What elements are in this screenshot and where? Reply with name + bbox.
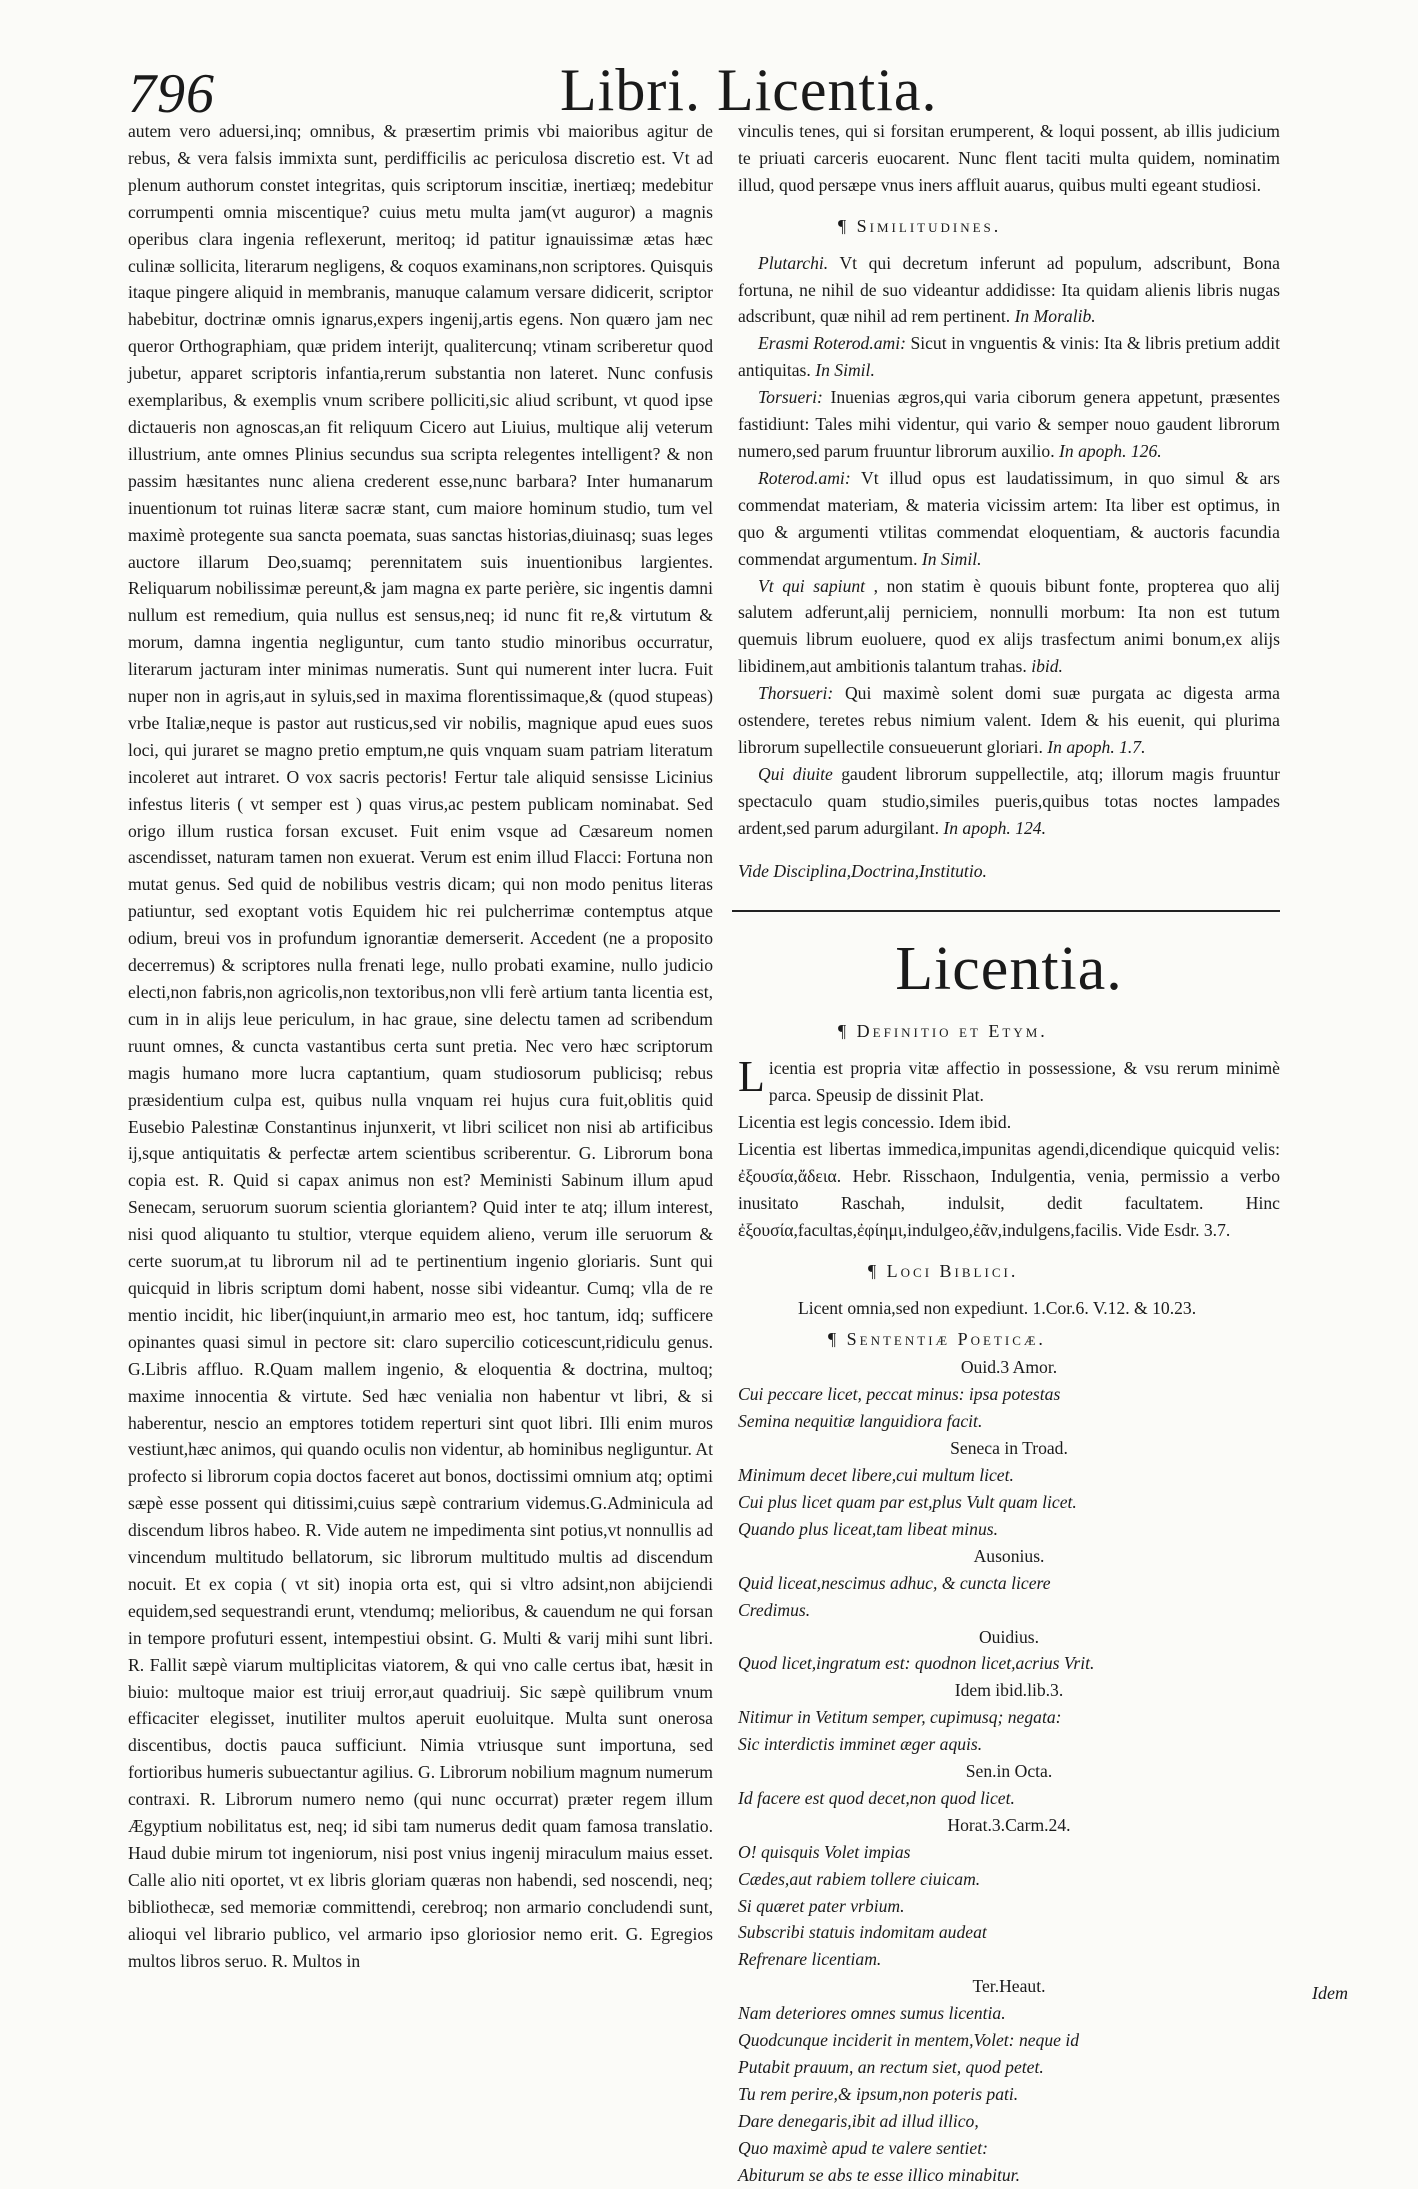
similitude-source: Erasmi Roterod.ami: xyxy=(758,333,906,354)
similitude-text: , non statim è quouis bibunt fonte, propterea quo alij salutem adferunt,alij perniciem, nonnulli morbum: Ita non est tutum quemuis librum euoluere, quod ex alijs trasfectum animi bonum,ex alijs libidinem,aut ambitionis talantum trahas. xyxy=(738,575,1280,677)
catchword: Idem xyxy=(1312,1983,1348,2003)
definitio-heading: ¶ Definitio et Etym. xyxy=(838,1021,1048,1042)
similitude-text: Sicut in vnguentis & vinis: Ita & libris pretium addit antiquitas. xyxy=(738,333,1280,381)
poem-verse-line: Nitimur in Vetitum semper, cupimusq; negata: xyxy=(738,1707,1062,1728)
poem-verse-line: Minimum decet libere,cui multum licet. xyxy=(738,1465,1014,1486)
similitude-text: Inuenias ægros,qui varia ciborum genera appetunt, præsentes fastidiunt: Tales mihi videntur, qui vario & semper nouo gaudent librorum numero,sed parum fruuntur librorum auxilio. xyxy=(738,387,1280,461)
similitude-text: Vt qui decretum inferunt ad populum, adscribunt, Bona fortuna, ne nihil de suo videantur addidisse: Ita quidam alienis libris nugas adscribunt, quæ nihil ad rem pertinent. xyxy=(738,252,1280,327)
similitude-reference: In Simil. xyxy=(815,360,875,381)
poem-verse-line: Quodcunque inciderit in mentem,Volet: neque id xyxy=(738,2030,1080,2051)
poem-verse-line: O! quisquis Volet impias xyxy=(738,1841,911,1862)
section-title: Licentia. xyxy=(895,935,1123,1004)
similitude-entry xyxy=(738,465,1280,573)
poem-verse-line: Quando plus liceat,tam libeat minus. xyxy=(738,1518,998,1539)
similitude-text: gaudent librorum suppellectile, atq; illorum magis fruuntur spectaculo quam studio,similes pueris,quibus totas noctes lampades ardent,sed parum adurgilant. xyxy=(738,763,1281,838)
similitudines-heading: ¶ Similitudines. xyxy=(838,215,1002,236)
similitude-text: Qui maximè solent domi suæ purgata ac digesta arma ostendere, teretes rebus nimium valent. Idem & his euenit, qui plurima librorum supellectile consueuerunt gloriari. xyxy=(738,683,1280,757)
poem-verse-line: Quid liceat,nescimus adhuc, & cuncta licere xyxy=(738,1572,1051,1593)
similitude-reference: In apoph. 124. xyxy=(943,817,1046,838)
poem-verse-line: Quod licet,ingratum est: quodnon licet,acrius Vrit. xyxy=(738,1653,1095,1674)
poem-verse-line: Cui peccare licet, peccat minus: ipsa potestas xyxy=(738,1384,1061,1405)
poem-verse-line: Id facere est quod decet,non quod licet. xyxy=(738,1787,1015,1808)
left-column xyxy=(128,118,713,1975)
poem-author: Idem ibid.lib.3. xyxy=(954,1680,1064,1701)
poem-verse-line: Si quæret pater vrbium. xyxy=(738,1895,905,1916)
right-column xyxy=(738,118,1280,2189)
loci-heading: ¶ Loci Biblici. xyxy=(868,1260,1019,1281)
similitude-reference: In apoph. 1.7. xyxy=(1047,736,1146,757)
similitude-reference: In Moralib. xyxy=(1014,306,1096,327)
poem-author: Sen.in Octa. xyxy=(965,1761,1053,1782)
poem-verse-line: Subscribi statuis indomitam audeat xyxy=(738,1922,987,1943)
poem-author: Ouid.3 Amor. xyxy=(960,1357,1058,1378)
similitude-source: Thorsueri: xyxy=(758,683,834,704)
poem-verse-line: Cui plus licet quam par est,plus Vult quam licet. xyxy=(738,1491,1077,1512)
similitude-source: Qui diuite xyxy=(758,763,833,784)
poem-verse-line: Dare denegaris,ibit ad illud illico, xyxy=(738,2110,979,2131)
similitude-reference: ibid. xyxy=(1031,656,1063,677)
definition-block xyxy=(738,1052,1280,1243)
similitude-source: Roterod.ami: xyxy=(758,467,851,488)
similitude-source: Plutarchi. xyxy=(758,252,829,273)
similitudines-list xyxy=(738,250,1280,842)
poem-verse-line: Credimus. xyxy=(738,1599,811,1620)
poem-author: Horat.3.Carm.24. xyxy=(947,1814,1071,1835)
running-title: Libri. Licentia. xyxy=(560,57,938,123)
similitude-entry xyxy=(738,330,1280,384)
page-number: 796 xyxy=(128,63,215,125)
poem-verse-line: Tu rem perire,& ipsum,non poteris pati. xyxy=(738,2083,1019,2104)
poem-author: Ausonius. xyxy=(973,1545,1045,1566)
poem-verse-line: Refrenare licentiam. xyxy=(738,1949,882,1970)
loci-text: Licent omnia,sed non expediunt. 1.Cor.6. V.12. & 10.23. xyxy=(798,1297,1197,1318)
poem-verse-line: Abiturum se abs te esse illico minabitur. xyxy=(738,2164,1020,2185)
similitude-entry xyxy=(738,680,1280,761)
poem-author: Ter.Heaut. xyxy=(972,1976,1046,1997)
intro-text: vinculis tenes, qui si forsitan erumperent, & loqui possent, ab illis judicium te priuati carceris euocarent. Nunc flent taciti multa quidem, nominatim illud, quod persæpe vnus iners affluit auarus, quibus multi egeant studiosi. xyxy=(738,121,1280,195)
similitude-entry xyxy=(738,761,1280,842)
similitude-source: Vt qui sapiunt xyxy=(758,575,866,596)
similitude-entry xyxy=(738,384,1280,465)
similitude-reference: In Simil. xyxy=(921,548,982,569)
poem-verse-line: Sic interdictis imminet æger aquis. xyxy=(738,1734,983,1755)
similitude-entry xyxy=(738,250,1280,331)
left-column-text: autem vero aduersi,inq; omnibus, & præsertim primis vbi maioribus agitur de rebus, & vera falsis immixta sunt, perdifficilis ac periculosa discretio est. Vt ad plenum authorum constet integritas, quis scriptorum inscitiæ, inertiæq; medebitur corrumpenti omnia miscentique? cuius metu multa jam(vt auguror) a magnis operibus clara ingenia reflexerunt, meritoq; id patitur ignauissimæ ætas hæc culinæ sollicita, literarum negligens, & coquos examinans,non scriptores. Quisquis itaque pingere aliquid in membranis, manuque calamum versare didicerit, scriptor habebitur, doctrinæ omnis ignarus,expers ingenij,artis egens. Non quæro jam nec queror Orthographiam, quæ pridem interijt, qualitercunq; vtinam scriberetur quod jubetur, apparet scriptoris infantia,rerum substantia non lateret. Nunc confusis exemplaribus, & exemplis vnum scribere polliciti,sic aliud scribunt, vt quod ipse dictaueris non agnoscas,an fit reliquum Cicero aut Liuius, multique alij veterum illustrium, ante omnes Plinius secundus sua scripta relegentes intelligent? & non passim hæsitantes nunc aliena crederent esse,nunc barbara? Inter humanarum inuentionum tot ruinas literæ sacræ stant, cum maiore hominum studio, tum vel maximè protegente sua sancta poemata, suas sanctas historias,diuinasq; suas leges auctore illarum Deo,suamq; perennitatem suis inuentionibus largientes. Reliquarum nobilissimæ pereunt,& jam magna ex parte perière, sic ingentis damni nullum est remedium, quia nullus est sensus,neq; id nunc fit re,& virtutum & morum, damna ingentia negliguntur, cum tanto studio minoribus occurratur, literarum jacturam inter minimas numeratis. Sunt qui numerent inter lucra. Fuit nuper non in agris,aut in syluis,sed in maxima florentissimaque,& (quod stupeas) vrbe Italiæ,neque is pastor aut rusticus,sed vir nobilis, magnique apud eues suos loci, qui juraret se magno pretio emptum,ne quis vnquam suam patriam literatum incoleret aut intraret. O vox sacris pectoris! Fertur tale aliquid sensisse Licinius infestus literis ( vt semper est ) quas virus,ac pestem publicam nominabat. Sed origo illum rustica forsan excuset. Fuit enim vsque ad Cæsareum nomen ascendisset, naturam tamen non exuerat. Verum est enim illud Flacci: Fortuna non mutat genus. Sed quid de nobilibus vestris dicam; qui non modo penitus literas patiuntur, sed exoptant votis Equidem hic rei pulcherrimæ contemptus atque odium, breui vos in profundum ignorantiæ demerserit. Accedent (ne a proposito decerremus) & scriptores nulla frenati lege, nullo probati examine, nullo judicio electi,non fabris,non agricolis,non textoribus,non vlli ferè artium tanta licentia est, cum in in alijs leue periculum, in hac graue, sine delectu tamen ad scribendum ruunt omnes, & cuncta vastantibus certa sunt pretia. Nec vero hæc scriptorum magis humano more lucra captantium, quam studiosorum publicisq; rebus præsidentium culpa est, quibus nulla vnquam rei hujus cura fuit,oblitis quid Eusebio Palestinæ Constantinus injunxerit, vt libri scilicet non nisi ab artificibus ij,sque antiquitatis & perfectæ artem scientibus scriberentur. G. Librorum bona copia est. R. Quid si capax animus non est? Meministi Sabinum illum apud Senecam, seruorum suorum scientia gloriantem? Quid inter te atq; illum interest, nisi quod aliquanto tu stultior, vterque equidem alieno, verum ille seruorum & certe suorum,at tu librorum nil ad te pertinentium ingenio gloriaris. Sunt qui quicquid in libris scriptum domi habent, nosse sibi videantur. Cumq; vlla de re mentio incidit, hic liber(inquiunt,in armario meo est, hoc tantum, idq; sufficere opinantes quasi simul in pectore sit: claro supercilio coticescunt,ridiculu genus. G.Libris affluo. R.Quam mallem ingenio, & eloquentia & doctrina, multoq; maxime innocentia & virtute. Sed hæc venialia non habentur vt libri, & si haberentur, nescio an emptores totidem reperturi sint quot libri. Illi enim muros vestiunt,hæc animos, qui quando oculis non videntur, ab hominibus negliguntur. At profecto si librorum copia doctos faceret aut bonos, doctissimi omnium atq; optimi sæpè esse possent qui ditissimi,cuius sæpè contrarium videmus.G.Adminicula ad discendum libros habeo. R. Vide autem ne impedimenta sint potius,vt nonnullis ad vincendum multitudo bellatorum, sic librorum multitudo multis ad discendum nocuit. Et ex copia ( vt sit) inopia orta est, qui si vltro adsint,non abijciendi equidem,sed sequestrandi erunt, vtendumq; melioribus, & cauendum ne qui forsan in tempore profuturi essent, intempestiui obsint. G. Multi & varij mihi sunt libri. R. Fallit sæpè viarum multiplicitas viatorem, & qui vno calle certus ibat, hæsit in biuio: multoque maior est triuij error,aut quadriuij. Sic sæpè quilibrum vnum efficaciter elegisset, inutiliter multos aperuit euoluitque. Multa sunt onerosa discentibus, doctis pauca sufficiunt. Nimia vtriusque sunt importuna, sed fortioribus humeris subuectantur agilius. G. Librorum nobilium magnum numerum contraxi. R. Librorum numero nemo (qui nunc occurrat) præter regem illum Ægyptium nobilitatus est, neq; id sibi tam numerus dedit quam famosa translatio. Haud dubie mirum tot ingeniorum, nisi post vnius ingenij miraculum maius esset. Calle alio niti oportet, vt ex libris gloriam quæras non habendi, sed noscendi, neq; bibliothecæ, sed memoriæ committendi, cerebroq; non armario concludendi sunt, alioqui vel librario publico, vel armario ipso gloriosior nemo erit. G. Egregios multos libros seruo. R. Multos in xyxy=(128,121,713,1971)
dropcap-letter: L xyxy=(738,1052,765,1102)
similitude-entry xyxy=(738,573,1280,681)
poem-verse-line: Semina nequitiæ languidiora facit. xyxy=(738,1411,983,1432)
similitude-text: Vt illud opus est laudatissimum, in quo simul & ars commendat materiam, & materia vicissim artem: Ita liber est optimus, in quo & argumenti vtilitas commendat eloquentiam, & auctoris facundia commendat argumentum. xyxy=(738,467,1280,569)
section-divider xyxy=(732,910,1280,912)
definition-line-1: Licentia est propria vitæ affectio in possessione, & vsu rerum minimè parca. Speusip de dissinit Plat. xyxy=(738,1052,1280,1106)
poem-verse-line: Putabit prauum, an rectum siet, quod petet. xyxy=(738,2057,1044,2077)
similitude-source: Torsueri: xyxy=(758,387,823,408)
definition-line-2: Licentia est legis concessio. Idem ibid. xyxy=(738,1112,1012,1133)
poem-list xyxy=(738,1354,1280,2188)
poem-author: Ouidius. xyxy=(978,1626,1040,1647)
poem-verse-line: Cædes,aut rabiem tollere ciuicam. xyxy=(738,1868,981,1889)
similitude-reference: In apoph. 126. xyxy=(1059,440,1162,461)
poem-author: Seneca in Troad. xyxy=(950,1438,1068,1459)
cross-reference: Vide Disciplina,Doctrina,Institutio. xyxy=(738,860,987,881)
sententiae-heading: ¶ Sententiæ Poeticæ. xyxy=(828,1328,1046,1349)
poem-verse-line: Quo maximè apud te valere sentiet: xyxy=(738,2137,988,2158)
definition-line-3: Licentia est libertas immedica,impunitas agendi,dicendique quicquid velis: ἐξουσία,ἄδεια. Hebr. Risschaon, Indulgentia, venia, permissio a verbo inusitato Raschah, indulsit, dedit facultatem. Hinc ἐξουσία,facultas,ἐφίημι,indulgeo,ἐᾶν,indulgens,facilis. Vide Esdr. 3.7. xyxy=(738,1139,1280,1240)
poem-verse-line: Nam deteriores omnes sumus licentia. xyxy=(738,2003,1006,2024)
